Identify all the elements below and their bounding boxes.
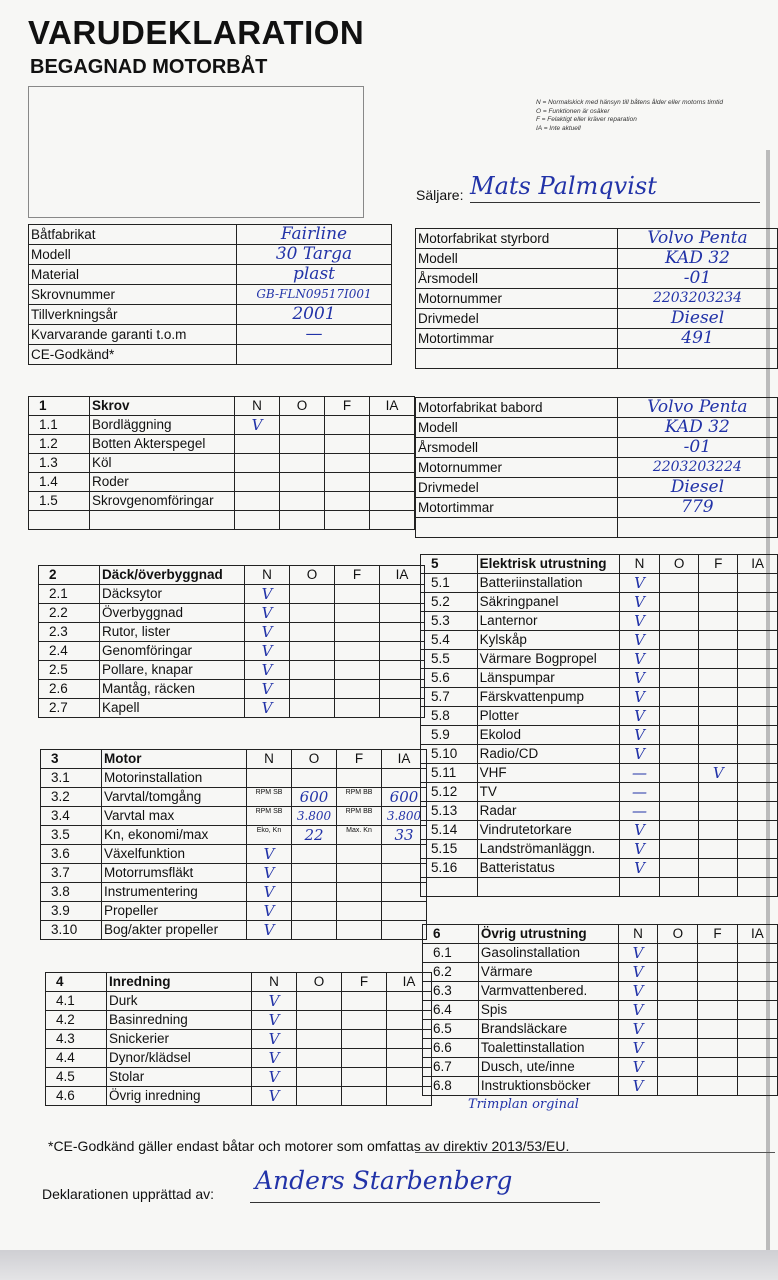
table-row [416,518,778,538]
seller-line [470,202,760,203]
table-row: Modell 30 Targa [29,245,392,265]
table-row: 4.2 Basinredning V [46,1011,432,1030]
table-row: 6 Övrig utrustning N O F IA [423,925,778,944]
table-row: 2 Däck/överbyggnad N O F IA [39,566,425,585]
photo-box [28,86,364,218]
table-row: Modell KAD 32 [416,418,778,438]
table-row: Motortimmar 491 [416,329,778,349]
trim-note: Trimplan orginal [468,1097,579,1112]
table-row: 6.1 Gasolinstallation V [423,944,778,963]
table-row: 1.4 Roder [29,473,415,492]
table-row: 3 Motor N O F IA [41,750,427,769]
table-row: 5.15 Landströmanläggn. V [421,840,778,859]
table-row [416,349,778,369]
table-row: 2.5 Pollare, knapar V [39,661,425,680]
legend-f: F = Felaktigt eller kräver reparation [536,116,637,123]
table-row: 5.10 Radio/CD V [421,745,778,764]
legend-n: N = Normalskick med hänsyn till båtens ålder eller motorns timtid [536,99,723,106]
table-row: Drivmedel Diesel [416,309,778,329]
table-row: 1.2 Botten Akterspegel [29,435,415,454]
table-row: 4 Inredning N O F IA [46,973,432,992]
table-row: 2.6 Mantåg, räcken V [39,680,425,699]
section-6-ovrig [422,924,778,1096]
table-row: 5.16 Batteristatus V [421,859,778,878]
table-row: 4.1 Durk V [46,992,432,1011]
table-row: 5.12 TV — [421,783,778,802]
table-row: 2.2 Överbyggnad V [39,604,425,623]
table-row: 5 Elektrisk utrustning N O F IA [421,555,778,574]
declaration-line [250,1202,600,1203]
table-row [29,511,415,530]
form-subtitle: BEGAGNAD MOTORBÅT [30,56,268,78]
table-row: 5.2 Säkringpanel V [421,593,778,612]
table-row: 4.6 Övrig inredning V [46,1087,432,1106]
table-row: 4.4 Dynor/klädsel V [46,1049,432,1068]
table-row: Motornummer 2203203224 [416,458,778,478]
table-row: Motorfabrikat styrbord Volvo Penta [416,229,778,249]
table-row: 5.13 Radar — [421,802,778,821]
table-row: 4.5 Stolar V [46,1068,432,1087]
table-row: Drivmedel Diesel [416,478,778,498]
table-row: CE-Godkänd* [29,345,392,365]
table-row: 1.5 Skrovgenomföringar [29,492,415,511]
section-5-elektrisk [420,554,778,897]
table-row: 5.1 Batteriinstallation V [421,574,778,593]
boat-info-table [28,224,392,365]
declaration-label: Deklarationen upprättad av: [42,1186,214,1202]
table-row: 3.5 Kn, ekonomi/max $^{Eko, Kn}$ 22 $^{Max. Kn}$ 33 [41,826,427,845]
table-row: 2.7 Kapell V [39,699,425,718]
table-row: 6.6 Toalettinstallation V [423,1039,778,1058]
table-row: Tillverkningsår 2001 [29,305,392,325]
table-row: 1 Skrov N O F IA [29,397,415,416]
table-row: 3.7 Motorrumsfläkt V [41,864,427,883]
table-row: Skrovnummer GB-FLN09517I001 [29,285,392,305]
table-row: Motornummer 2203203234 [416,289,778,309]
table-row: 6.3 Varmvattenbered. V [423,982,778,1001]
section-1-skrov [28,396,415,530]
table-row: 6.7 Dusch, ute/inne V [423,1058,778,1077]
legend-o: O = Funktionen är osäker [536,107,610,115]
table-row: 3.10 Bog/akter propeller V [41,921,427,940]
page-bottom-shadow [0,1250,778,1280]
table-row: Årsmodell -01 [416,269,778,289]
legend-ia: IA = Inte aktuell [536,124,581,132]
section-2-dack [38,565,425,718]
table-row: 5.11 VHF — V [421,764,778,783]
table-row: Motortimmar 779 [416,498,778,518]
table-row: 5.6 Länspumpar V [421,669,778,688]
table-row: 3.2 Varvtal/tomgång $^{RPM SB}$ 600 $^{RPM BB}$ 600 [41,788,427,807]
declaration-signature: Anders Starbenberg [255,1166,513,1195]
table-row: Årsmodell -01 [416,438,778,458]
table-row: 5.8 Plotter V [421,707,778,726]
section-3-motor [40,749,427,940]
table-row: 1.3 Köl [29,454,415,473]
table-row: 3.1 Motorinstallation [41,769,427,788]
table-row: 2.1 Däcksytor V [39,585,425,604]
table-row: Modell KAD 32 [416,249,778,269]
table-row: Båtfabrikat Fairline [29,225,392,245]
table-row: 2.4 Genomföringar V [39,642,425,661]
table-row: 5.3 Lanternor V [421,612,778,631]
table-row: 1.1 Bordläggning V [29,416,415,435]
table-row: 3.6 Växelfunktion V [41,845,427,864]
table-row: 2.3 Rutor, lister V [39,623,425,642]
table-row: 6.4 Spis V [423,1001,778,1020]
table-row: Motorfabrikat babord Volvo Penta [416,398,778,418]
table-row: 5.7 Färskvattenpump V [421,688,778,707]
table-row: 4.3 Snickerier V [46,1030,432,1049]
table-row: Material plast [29,265,392,285]
section-4-inredning [45,972,432,1106]
table-row: 5.9 Ekolod V [421,726,778,745]
table-row: 5.14 Vindrutetorkare V [421,821,778,840]
seller-label: Säljare: [416,187,464,203]
ce-footnote: *CE-Godkänd gäller endast båtar och motorer som omfattas av direktiv 2013/53/EU. [48,1138,570,1154]
table-row: 6.8 Instruktionsböcker V [423,1077,778,1096]
engine-port-table [415,397,778,538]
table-row: 3.9 Propeller V [41,902,427,921]
condition-legend [536,99,723,133]
table-row: 3.4 Varvtal max $^{RPM SB}$ 3.800 $^{RPM BB}$ 3.800 [41,807,427,826]
engine-starboard-table [415,228,778,369]
table-row [421,878,778,897]
table-row: 5.5 Värmare Bogpropel V [421,650,778,669]
table-row: 5.4 Kylskåp V [421,631,778,650]
form-title: VARUDEKLARATION [28,14,365,51]
table-row: 3.8 Instrumentering V [41,883,427,902]
seller-value: Mats Palmqvist [470,172,657,200]
table-row: Kvarvarande garanti t.o.m — [29,325,392,345]
table-row: 6.5 Brandsläckare V [423,1020,778,1039]
table-row: 6.2 Värmare V [423,963,778,982]
